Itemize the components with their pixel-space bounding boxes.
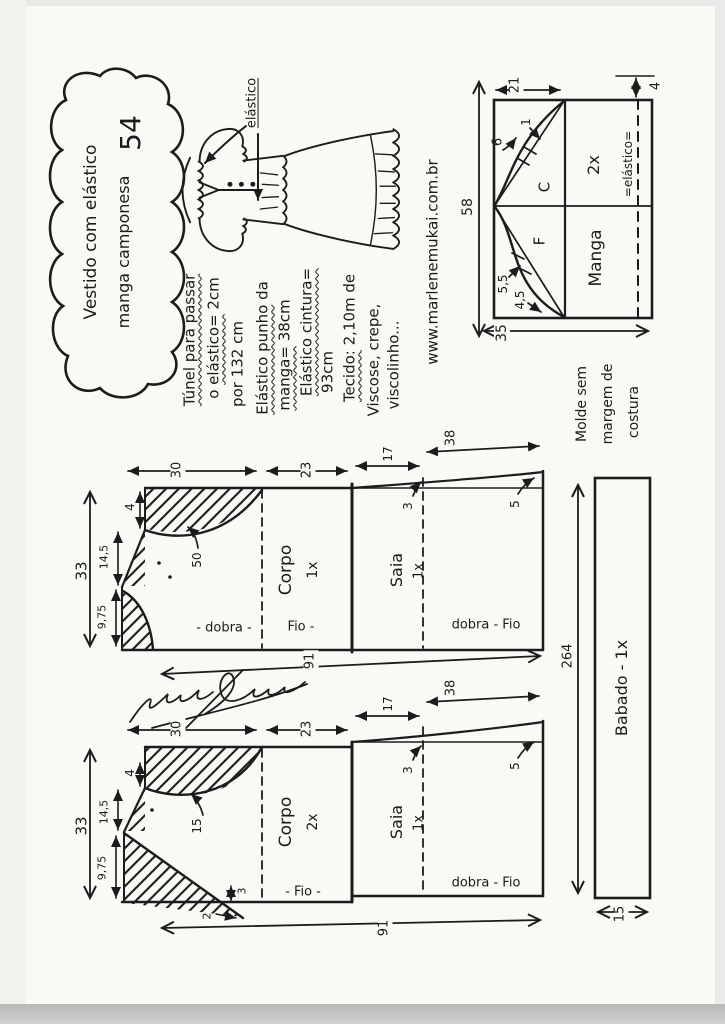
- sleeve-elastic-label: =elástico=: [621, 130, 636, 198]
- back-m33: 33: [72, 561, 91, 581]
- signature-scribble: [130, 670, 307, 728]
- front-m145: 14,5: [97, 799, 111, 825]
- sleeve-diagram: [479, 76, 654, 336]
- scan-edge-top: [0, 0, 725, 6]
- instruction-line-9: Viscose, crepe,: [364, 303, 383, 417]
- back-m975: 9,75: [95, 604, 109, 630]
- sleeve-width-58: 58: [459, 198, 476, 216]
- scan-edge-bottom: [0, 1004, 725, 1024]
- sleeve-notch-1: 1: [519, 118, 534, 126]
- front-m4: 4: [123, 769, 138, 777]
- note-line-2: margem de: [599, 363, 616, 445]
- scan-edge-left: [0, 0, 26, 1024]
- instruction-line-5: manga= 38cm: [275, 299, 294, 411]
- back-piece-quantity: 1x: [304, 561, 321, 579]
- back-length-91: 91: [302, 652, 318, 670]
- pattern-title-line1: Vestido com elástico: [81, 144, 102, 320]
- back-skirt-m38: 38: [443, 429, 459, 447]
- front-skirt-m17: 17: [381, 696, 396, 712]
- scan-edge-right: [715, 0, 725, 1024]
- sleeve-piece-label: Manga: [586, 229, 607, 287]
- instruction-line-8: Tecido: 2,10m de: [340, 273, 359, 403]
- instruction-line-2: o elástico= 2cm: [204, 277, 223, 399]
- back-m50: 50: [190, 552, 205, 568]
- front-length-91: 91: [376, 919, 392, 937]
- instruction-line-7: 93cm: [318, 351, 337, 393]
- instruction-line-10: viscolinho...: [384, 320, 403, 410]
- instruction-line-4: Elástico punho da: [253, 281, 272, 415]
- front-skirt-label: Saia: [386, 804, 406, 840]
- front-m30: 30: [169, 720, 185, 738]
- instruction-line-6: Elástico cintura=: [297, 267, 316, 397]
- sleeve-front-f: F: [530, 236, 549, 246]
- back-skirt-fold-grain: dobra - Fio: [451, 617, 521, 633]
- sleeve-notch-45: 4,5: [513, 290, 528, 310]
- ruffle-piece-label: Babado - 1x: [611, 639, 631, 737]
- sleeve-back-c: C: [535, 181, 554, 193]
- back-skirt-m17: 17: [381, 446, 396, 462]
- back-skirt-m5: 5: [508, 500, 523, 508]
- back-piece-outline: [90, 446, 543, 674]
- back-m30: 30: [169, 461, 185, 479]
- front-piece-quantity: 2x: [304, 813, 321, 831]
- dress-sketch: [183, 129, 400, 251]
- front-skirt-m5: 5: [508, 762, 523, 770]
- instruction-line-1: Túnel para passar: [180, 273, 199, 407]
- sleeve-notch-6: 6: [490, 137, 506, 147]
- size-number: 54: [113, 115, 147, 151]
- front-m33: 33: [72, 816, 91, 836]
- back-skirt-label: Saia: [386, 552, 406, 588]
- front-skirt-m38: 38: [443, 679, 459, 697]
- back-fold-label: - dobra -: [196, 620, 252, 636]
- front-grain-label: - Fio -: [285, 884, 321, 900]
- front-piece-label: Corpo: [276, 796, 297, 848]
- sleeve-bottom-35: 35: [493, 324, 510, 342]
- back-grain-label: Fio -: [287, 619, 315, 635]
- pattern-title-line2: manga camponesa: [113, 175, 133, 329]
- front-skirt-m3: 3: [401, 766, 416, 774]
- note-line-3: costura: [625, 385, 642, 439]
- website-text: www.marlenemukai.com.br: [423, 159, 442, 365]
- ruffle-length-264: 264: [560, 643, 576, 669]
- back-m4: 4: [123, 503, 138, 511]
- front-m3: 3: [235, 887, 249, 895]
- ruffle-width-15: 15: [612, 905, 628, 923]
- sleeve-hem-4: 4: [648, 81, 664, 91]
- back-m145: 14,5: [97, 544, 111, 570]
- back-skirt-m3: 3: [401, 502, 416, 510]
- front-m15: 15: [190, 818, 205, 834]
- sleeve-notch-55: 5,5: [496, 274, 511, 294]
- back-m23: 23: [299, 461, 315, 479]
- sleeve-cap-21: 21: [507, 76, 523, 94]
- front-m2: 2: [200, 912, 214, 920]
- note-line-1: Molde sem: [573, 365, 590, 443]
- instruction-line-3: por 132 cm: [228, 321, 247, 407]
- sleeve-quantity: 2x: [583, 155, 603, 175]
- front-m975: 9,75: [95, 855, 109, 881]
- elastic-callout-label: elástico: [244, 77, 260, 129]
- front-skirt-fold-grain: dobra - Fio: [451, 875, 521, 891]
- back-skirt-quantity: 1x: [411, 563, 427, 579]
- front-m23: 23: [299, 720, 315, 738]
- back-piece-label: Corpo: [276, 544, 297, 596]
- front-skirt-quantity: 1x: [411, 815, 427, 831]
- elastic-callout-arrows: [205, 126, 258, 200]
